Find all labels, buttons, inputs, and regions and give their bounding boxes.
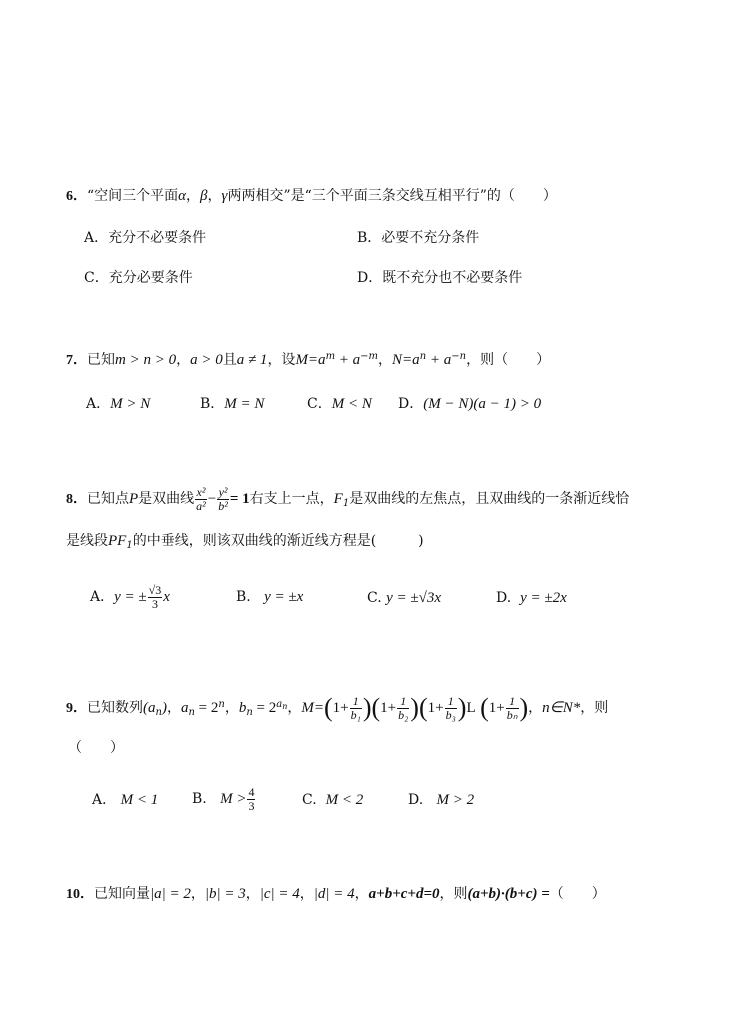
comma: ， [224, 700, 239, 716]
stem-text: （ ） [549, 886, 606, 902]
question-9-stem [66, 686, 608, 732]
fraction [397, 695, 409, 722]
math-var: P [129, 491, 139, 507]
math-expr: = 1 [229, 491, 250, 507]
math-sup: a [276, 699, 283, 710]
paren-open: ( [480, 693, 489, 722]
math-expr: |a| = 2 [150, 886, 191, 902]
math-sup-sub: n [282, 702, 288, 711]
stem-text: 是线段 [66, 533, 108, 549]
math-expr: |d| = 4 [313, 886, 355, 902]
stem-text: ，设 [267, 352, 296, 368]
option-label: B. [192, 791, 207, 807]
fraction [247, 786, 255, 813]
option-label: C． [307, 396, 332, 412]
q9-option-c [302, 790, 363, 810]
q6-option-d: D．既不充分也不必要条件 [357, 270, 523, 286]
question-number: 7． [66, 353, 87, 368]
q6-option-b: B．必要不充分条件 [357, 230, 480, 246]
question-8-stem [66, 484, 629, 519]
q9-option-b [192, 782, 256, 816]
math-gamma: γ [221, 188, 228, 204]
math-expr: + a [335, 352, 361, 368]
fraction-denominator: b² [218, 498, 228, 513]
math-expr: m > n > 0 [115, 352, 177, 368]
ellipsis: L [466, 700, 476, 716]
q7-option-a [86, 394, 150, 414]
question-7-stem [66, 347, 550, 371]
option-math: M < 2 [325, 792, 364, 808]
math-expr: N=a [392, 352, 420, 368]
option-math: y = ±x [264, 589, 304, 605]
stem-text: 且 [222, 352, 237, 368]
question-6-stem [66, 186, 557, 207]
q6-option-c: C．充分必要条件 [84, 270, 193, 286]
question-number: 8． [66, 492, 87, 507]
question-8-stem-line2 [66, 531, 424, 556]
option-math: M > N [110, 396, 151, 412]
stem-text: “空间三个平面 [87, 188, 179, 204]
option-label: C. [302, 792, 317, 808]
math-sub: 1 [126, 540, 133, 551]
fraction [217, 486, 229, 513]
math-expr: |c| = 4 [259, 886, 300, 902]
comma: ， [207, 188, 222, 204]
question-9-paren: （ ） [68, 740, 124, 756]
option-math: y = ±√3x [386, 590, 442, 606]
q8-option-a [90, 580, 170, 614]
fraction-denominator: b₂ [398, 707, 409, 722]
math-expr: n∈N* [542, 700, 581, 716]
fraction [506, 695, 519, 722]
stem-text: ，则 [580, 700, 609, 716]
fraction [148, 584, 163, 611]
math-var: PF [108, 533, 127, 549]
fraction-numerator: 1 [352, 693, 359, 708]
math-expr: |b| = 3 [204, 886, 246, 902]
comma: ， [528, 700, 543, 716]
comma: ， [354, 886, 369, 902]
comma: ， [287, 700, 302, 716]
question-number: 9． [66, 701, 87, 716]
stem-text: 已知点 [87, 491, 129, 507]
option-math: x [163, 589, 170, 605]
paren-close: ) [457, 693, 467, 722]
paren-close: ) [519, 693, 529, 722]
comma: ， [166, 700, 181, 716]
option-label: B． [200, 396, 225, 412]
stem-text: 已知数列 [87, 700, 143, 716]
comma: ， [299, 886, 314, 902]
stem-text: 是双曲线 [138, 491, 195, 507]
stem-text: 已知向量 [94, 886, 150, 902]
math-sub: n [188, 707, 195, 718]
comma: ， [176, 352, 191, 368]
comma: ， [245, 886, 260, 902]
stem-text: 的中垂线，则该双曲线的渐近线方程是( ) [132, 533, 424, 549]
math-vector-expr: a+b+c+d=0 [368, 886, 440, 902]
q6-option-a: A．充分不必要条件 [84, 230, 207, 246]
q8-option-d [496, 588, 567, 608]
fraction-denominator: 3 [148, 597, 163, 611]
paren-close: ) [410, 693, 419, 722]
math-expr: = 2 [252, 700, 277, 716]
option-math: M < N [331, 396, 372, 412]
option-label: A． [92, 792, 117, 808]
math-expr: ) [161, 700, 167, 716]
option-math: M = N [224, 396, 265, 412]
math-sup: n [419, 351, 427, 362]
comma: ， [190, 886, 205, 902]
option-math: y = ± [114, 589, 147, 605]
math-sup: −n [451, 351, 467, 362]
option-label: C. [367, 590, 382, 606]
paren-close: ) [362, 693, 372, 722]
math-alpha: α [178, 188, 187, 204]
stem-text: ，则 [439, 886, 468, 902]
q7-option-c [307, 394, 372, 414]
math-expr: = 2 [194, 700, 219, 716]
option-math: (M − N)(a − 1) > 0 [423, 396, 542, 412]
stem-text: 两两相交”是“三个平面三条交线互相平行”的（ ） [227, 188, 557, 204]
option-math: y = ±2x [520, 590, 567, 606]
q7-option-d [398, 394, 541, 414]
question-number: 10． [66, 887, 94, 902]
math-sup: m [325, 351, 336, 362]
math-op: − [207, 491, 217, 507]
fraction [350, 695, 362, 722]
paren-open: ( [371, 693, 381, 722]
math-expr: M= [301, 700, 324, 716]
option-label: A． [90, 589, 115, 605]
fraction-denominator: bₙ [506, 707, 518, 722]
option-label: D. [496, 590, 512, 606]
fraction [445, 695, 457, 722]
q9-option-d [408, 790, 474, 810]
stem-text: ，则（ ） [466, 352, 551, 368]
question-number: 6． [66, 189, 87, 204]
math-var: a [180, 700, 189, 716]
fraction-numerator: 4 [248, 784, 255, 799]
math-expr: + a [426, 352, 452, 368]
math-expr: (a [143, 700, 156, 716]
question-10-stem [66, 884, 606, 905]
math-expr: 1+ [380, 700, 397, 716]
math-sub: n [246, 707, 253, 718]
option-math: M < 1 [120, 792, 159, 808]
math-expr: a > 0 [190, 352, 223, 368]
q8-option-c [367, 588, 441, 608]
stem-text: 是双曲线的左焦点，且双曲线的一条渐近线恰 [349, 491, 630, 507]
math-sub: 1 [342, 498, 350, 509]
fraction-numerator: 1 [447, 693, 454, 708]
paren-open: ( [418, 693, 428, 722]
math-sup: −m [360, 351, 379, 362]
option-label: B. [236, 589, 251, 605]
math-expr: 1+ [332, 700, 349, 716]
option-math: M > 2 [436, 792, 475, 808]
stem-text: 右支上一点， [249, 491, 334, 507]
math-vector-expr: (a+b)·(b+c) = [467, 886, 550, 902]
math-var: b [238, 700, 247, 716]
math-expr: a ≠ 1 [236, 352, 268, 368]
fraction-numerator: x² [196, 484, 206, 499]
math-var: F [333, 491, 343, 507]
fraction-denominator: a² [196, 498, 206, 513]
stem-text: 已知 [87, 352, 115, 368]
math-expr: 1+ [427, 700, 444, 716]
math-beta: β [200, 188, 208, 204]
math-sup: n [218, 699, 225, 710]
q7-option-b [200, 394, 264, 414]
math-expr: 1+ [488, 700, 505, 716]
fraction-denominator: 3 [248, 798, 255, 813]
math-expr: M=a [295, 352, 326, 368]
fraction [195, 486, 207, 513]
math-sub: n [155, 707, 162, 718]
fraction-denominator: b₁ [350, 707, 361, 722]
comma: ， [378, 352, 393, 368]
paren-open: ( [324, 693, 333, 722]
fraction-numerator: 1 [509, 693, 516, 708]
option-label: D. [408, 792, 424, 808]
option-label: D． [398, 396, 424, 412]
q8-option-b [236, 587, 303, 607]
option-label: A． [86, 396, 111, 412]
option-math: M > [220, 791, 247, 807]
fraction-numerator: 1 [400, 693, 407, 708]
fraction-numerator: y² [218, 484, 228, 499]
comma: ， [186, 188, 201, 204]
fraction-numerator: √3 [148, 582, 162, 597]
fraction-denominator: b₃ [445, 707, 456, 722]
q9-option-a [92, 790, 158, 810]
